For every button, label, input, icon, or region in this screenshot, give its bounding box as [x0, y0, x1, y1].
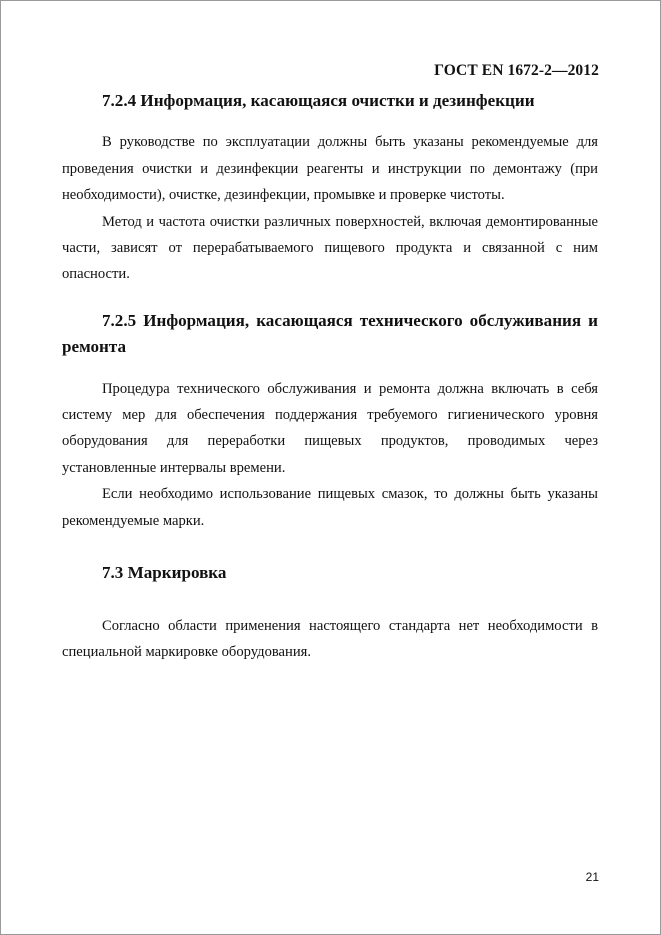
section-7-3-paragraph-1: Согласно области применения настоящего стандарта нет необходимости в специальной маркировке оборудования. — [62, 617, 598, 660]
section-7-2-5-heading: 7.2.5 Информация, касающаяся технического обслуживания и ремонта — [62, 310, 598, 357]
section-7-2-4-paragraph-1: В руководстве по эксплуатации должны быть указаны рекомендуемые для проведения очистки и дезинфекции реагенты и инструкции по демонтажу (при необходимости), очистке, дезинфекции, промывке и проверке чистоты. — [62, 134, 598, 204]
section-7-2-5-paragraph-2: Если необходимо использование пищевых смазок, то должны быть указаны рекомендуемые марки. — [62, 486, 598, 529]
section-7-2-5-paragraph-1: Процедура технического обслуживания и ремонта должна включать в себя систему мер для обеспечения поддержания требуемого гигиенического уровня оборудования для переработки пищевых продуктов, проводимых через установленные интервалы времени. — [62, 380, 598, 476]
document-body — [62, 88, 598, 665]
section-7-2-4-heading: 7.2.4 Информация, касающаяся очистки и дезинфекции — [102, 91, 535, 110]
section-7-2-4-paragraph-2: Метод и частота очистки различных поверхностей, включая демонтированные части, зависят от перерабатываемого пищевого продукта и связанной с ним опасности. — [62, 213, 598, 283]
page-number: 21 — [585, 870, 599, 884]
section-7-3-heading: 7.3 Маркировка — [102, 563, 227, 583]
document-standard-header: ГОСТ EN 1672-2—2012 — [434, 62, 599, 79]
